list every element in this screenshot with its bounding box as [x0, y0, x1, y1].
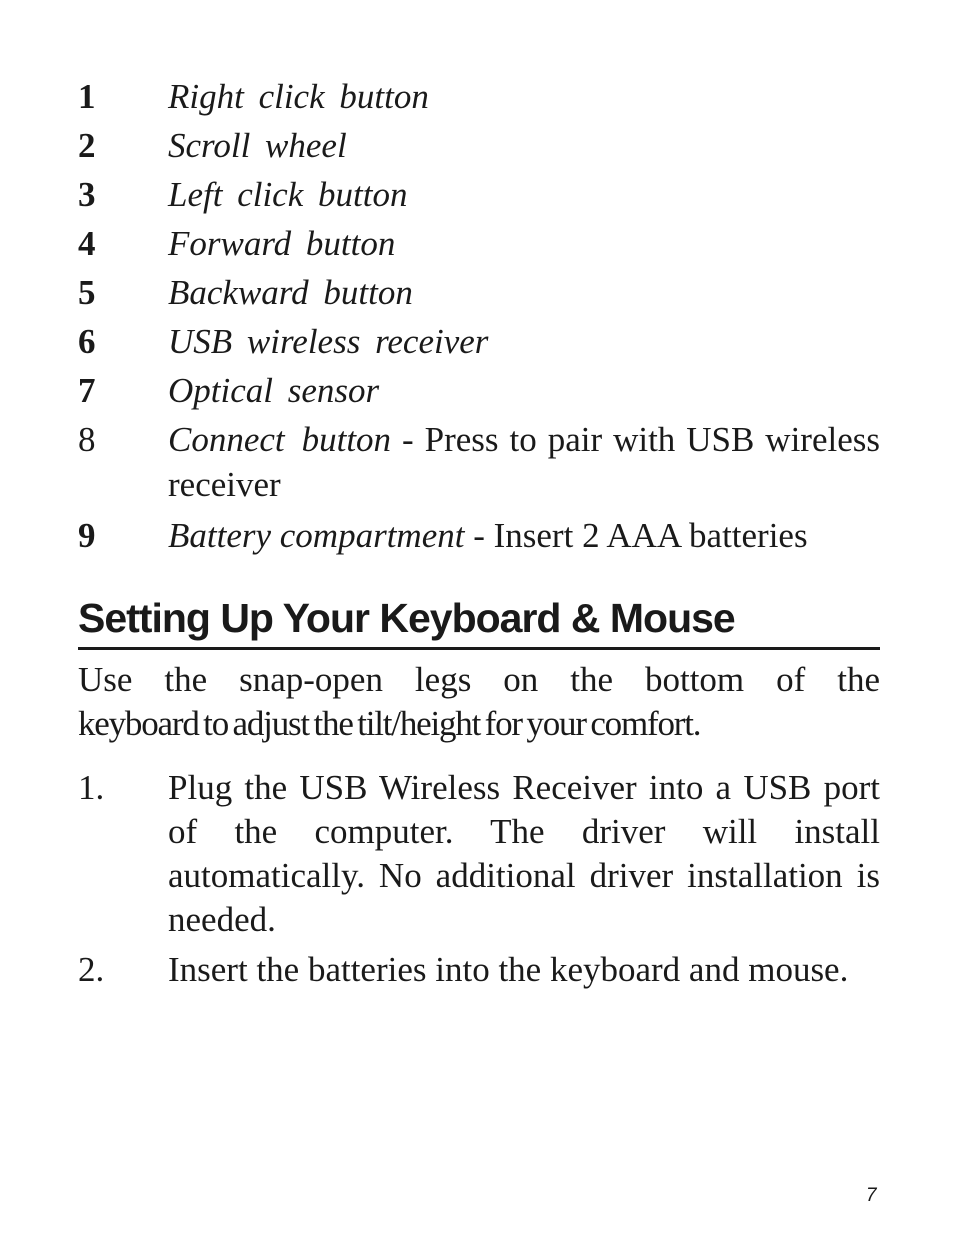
- setup-steps: [78, 766, 880, 992]
- legend-number: 5: [78, 273, 96, 312]
- legend-number: 9: [78, 516, 96, 555]
- legend-term: Battery compartment: [168, 516, 465, 555]
- legend-number: 1: [78, 77, 96, 116]
- legend-description: - Press to pair with USB wireless receiver: [168, 420, 880, 504]
- parts-legend: [78, 72, 880, 560]
- legend-item-connect-button: [78, 415, 880, 511]
- legend-item-scroll-wheel: [78, 121, 880, 170]
- legend-term: Connect button: [168, 420, 392, 459]
- legend-term: Right click button: [168, 77, 429, 116]
- intro-paragraph-line1: Use the snap-open legs on the bottom of the: [78, 660, 880, 699]
- setup-step: [78, 766, 880, 942]
- legend-item-optical-sensor: [78, 366, 880, 415]
- intro-paragraph-line2: keyboard to adjust the tilt/height for your comfort.: [78, 704, 701, 743]
- legend-number: 4: [78, 224, 96, 263]
- section-heading: Setting Up Your Keyboard & Mouse: [78, 593, 880, 650]
- legend-number: 2: [78, 126, 96, 165]
- legend-number: 8: [78, 420, 96, 459]
- legend-item-left-click: [78, 170, 880, 219]
- legend-term: Scroll wheel: [168, 126, 347, 165]
- legend-item-right-click: [78, 72, 880, 121]
- setup-step: [78, 948, 880, 992]
- legend-number: 3: [78, 175, 96, 214]
- legend-description: - Insert 2 AAA batteries: [464, 516, 808, 555]
- step-text: Plug the USB Wireless Receiver into a USB port of the computer. The driver will install automatically. No additional driver installation is needed.: [168, 768, 880, 939]
- legend-number: 6: [78, 322, 96, 361]
- legend-item-forward: [78, 219, 880, 268]
- page-number: 7: [866, 1185, 877, 1206]
- step-number: 1.: [78, 768, 105, 807]
- legend-term: Optical sensor: [168, 371, 380, 410]
- legend-item-battery-compartment: [78, 511, 880, 560]
- step-text: Insert the batteries into the keyboard and mouse.: [168, 950, 849, 989]
- manual-page: [78, 72, 880, 998]
- legend-item-usb-receiver: [78, 317, 880, 366]
- legend-number: 7: [78, 371, 96, 410]
- legend-item-backward: [78, 268, 880, 317]
- legend-term: Backward button: [168, 273, 413, 312]
- step-number: 2.: [78, 950, 105, 989]
- legend-term: Forward button: [168, 224, 396, 263]
- legend-term: USB wireless receiver: [168, 322, 489, 361]
- legend-term: Left click button: [168, 175, 408, 214]
